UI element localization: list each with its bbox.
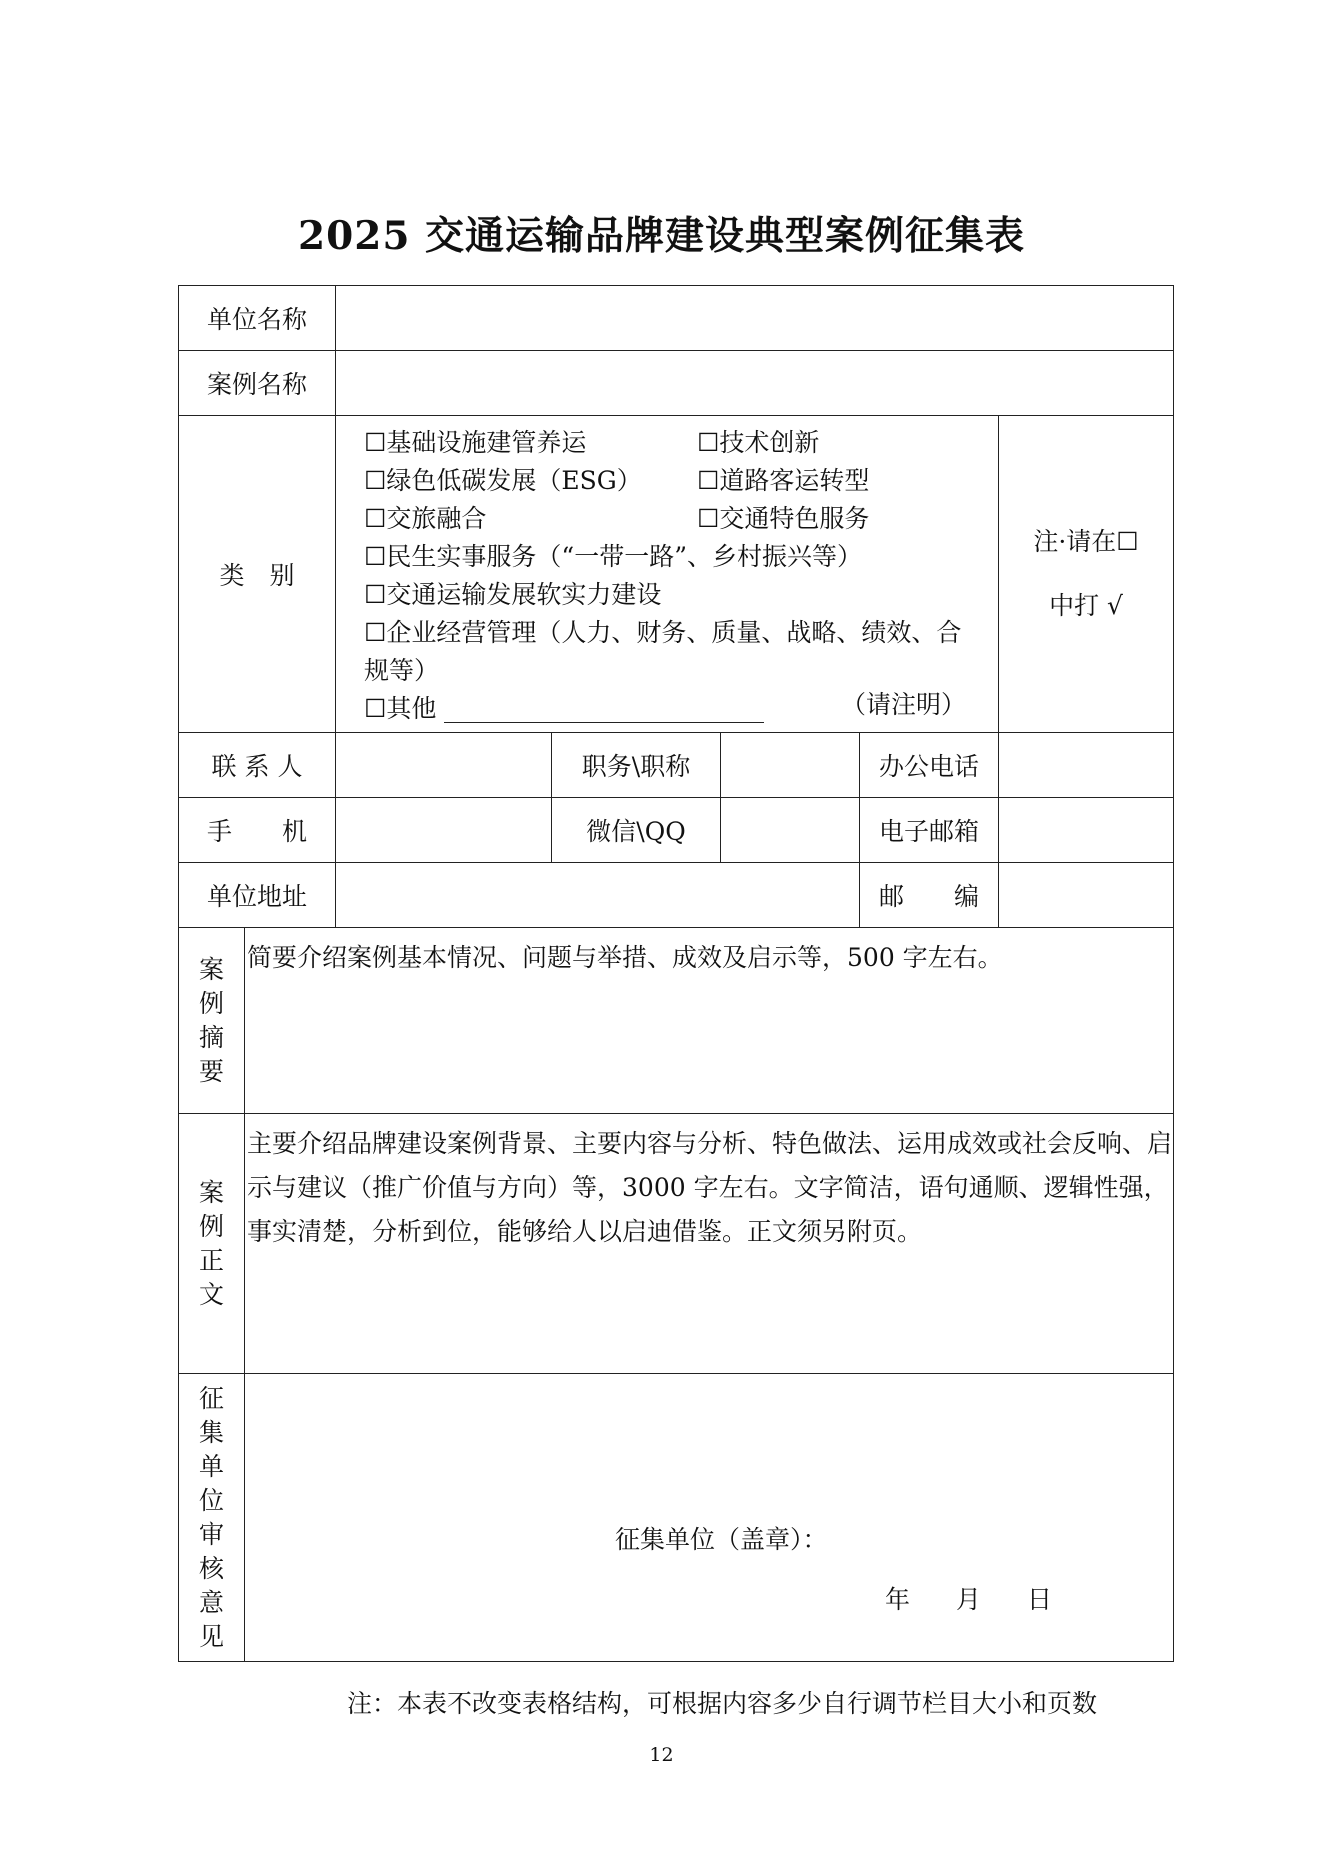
row-contact [179, 733, 1174, 798]
category-option-livelihood[interactable]: ☐民生实事服务（“一带一路”、乡村振兴等） [364, 542, 862, 571]
review-label: 征 集 单 位 审 核 意 见 [179, 1374, 245, 1662]
mobile-label: 手 机 [179, 798, 336, 863]
row-summary [179, 928, 1174, 1114]
email-field[interactable] [999, 798, 1174, 863]
case-name-label: 案例名称 [179, 351, 336, 416]
address-field[interactable] [336, 863, 860, 928]
category-option-tourism[interactable]: ☐交旅融合 [364, 504, 487, 533]
category-option-management[interactable]: ☐企业经营管理（人力、财务、质量、战略、绩效、合 [364, 618, 962, 647]
wechat-label: 微信\QQ [552, 798, 721, 863]
position-label: 职务\职称 [552, 733, 721, 798]
office-phone-label: 办公电话 [860, 733, 999, 798]
date-line [885, 1580, 1090, 1616]
contact-label: 联 系 人 [179, 733, 336, 798]
row-unit-name [179, 286, 1174, 351]
contact-field[interactable] [336, 733, 552, 798]
category-options [336, 416, 999, 733]
collection-form-table [178, 285, 1174, 1662]
footnote: 注：本表不改变表格结构，可根据内容多少自行调节栏目大小和页数 [347, 1689, 1098, 1718]
row-category [179, 416, 1174, 733]
date-day: 日 [1026, 1585, 1052, 1614]
checkbox-note-line2: 中打 √ [1049, 591, 1123, 620]
page-number: 12 [649, 1744, 674, 1766]
category-label: 类 别 [179, 416, 336, 733]
summary-field[interactable]: 简要介绍案例基本情况、问题与举措、成效及启示等，500 字左右。 [245, 928, 1174, 1114]
body-label: 案 例 正 文 [179, 1114, 245, 1374]
category-option-special-service[interactable]: ☐交通特色服务 [697, 504, 870, 533]
date-year: 年 [885, 1585, 911, 1614]
body-field[interactable]: 主要介绍品牌建设案例背景、主要内容与分析、特色做法、运用成效或社会反响、启示与建议（推广价值与方向）等，3000 字左右。文字简洁，语句通顺、逻辑性强，事实清楚，分析到位，能够给人以启迪借鉴。正文须另附页。 [245, 1114, 1174, 1374]
case-name-field[interactable] [336, 351, 1174, 416]
unit-name-label: 单位名称 [179, 286, 336, 351]
office-phone-field[interactable] [999, 733, 1174, 798]
address-label: 单位地址 [179, 863, 336, 928]
unit-name-field[interactable] [336, 286, 1174, 351]
page-title: 2025 交通运输品牌建设典型案例征集表 [297, 213, 1026, 259]
summary-label: 案 例 摘 要 [179, 928, 245, 1114]
row-case-name [179, 351, 1174, 416]
row-mobile [179, 798, 1174, 863]
category-option-other[interactable]: ☐其他 [364, 694, 437, 723]
category-option-tech-innovation[interactable]: ☐技术创新 [697, 428, 820, 457]
category-option-infrastructure[interactable]: ☐基础设施建管养运 [364, 428, 587, 457]
checkbox-note [999, 416, 1174, 733]
category-option-management-cont: 规等） [364, 656, 440, 685]
category-option-road-passenger[interactable]: ☐道路客运转型 [697, 466, 870, 495]
review-field[interactable] [245, 1374, 1174, 1662]
checkbox-note-line1: 注·请在☐ [1033, 527, 1139, 556]
date-month: 月 [955, 1585, 981, 1614]
email-label: 电子邮箱 [860, 798, 999, 863]
postcode-label: 邮 编 [860, 863, 999, 928]
other-note: （请注明） [841, 690, 967, 719]
seal-label: 征集单位（盖章）： [615, 1525, 828, 1554]
row-body [179, 1114, 1174, 1374]
wechat-field[interactable] [721, 798, 860, 863]
category-option-green-esg[interactable]: ☐绿色低碳发展（ESG） [364, 466, 642, 495]
position-field[interactable] [721, 733, 860, 798]
other-specify-line[interactable] [444, 698, 764, 723]
postcode-field[interactable] [999, 863, 1174, 928]
row-address [179, 863, 1174, 928]
row-review [179, 1374, 1174, 1662]
mobile-field[interactable] [336, 798, 552, 863]
category-option-soft-power[interactable]: ☐交通运输发展软实力建设 [364, 580, 662, 609]
